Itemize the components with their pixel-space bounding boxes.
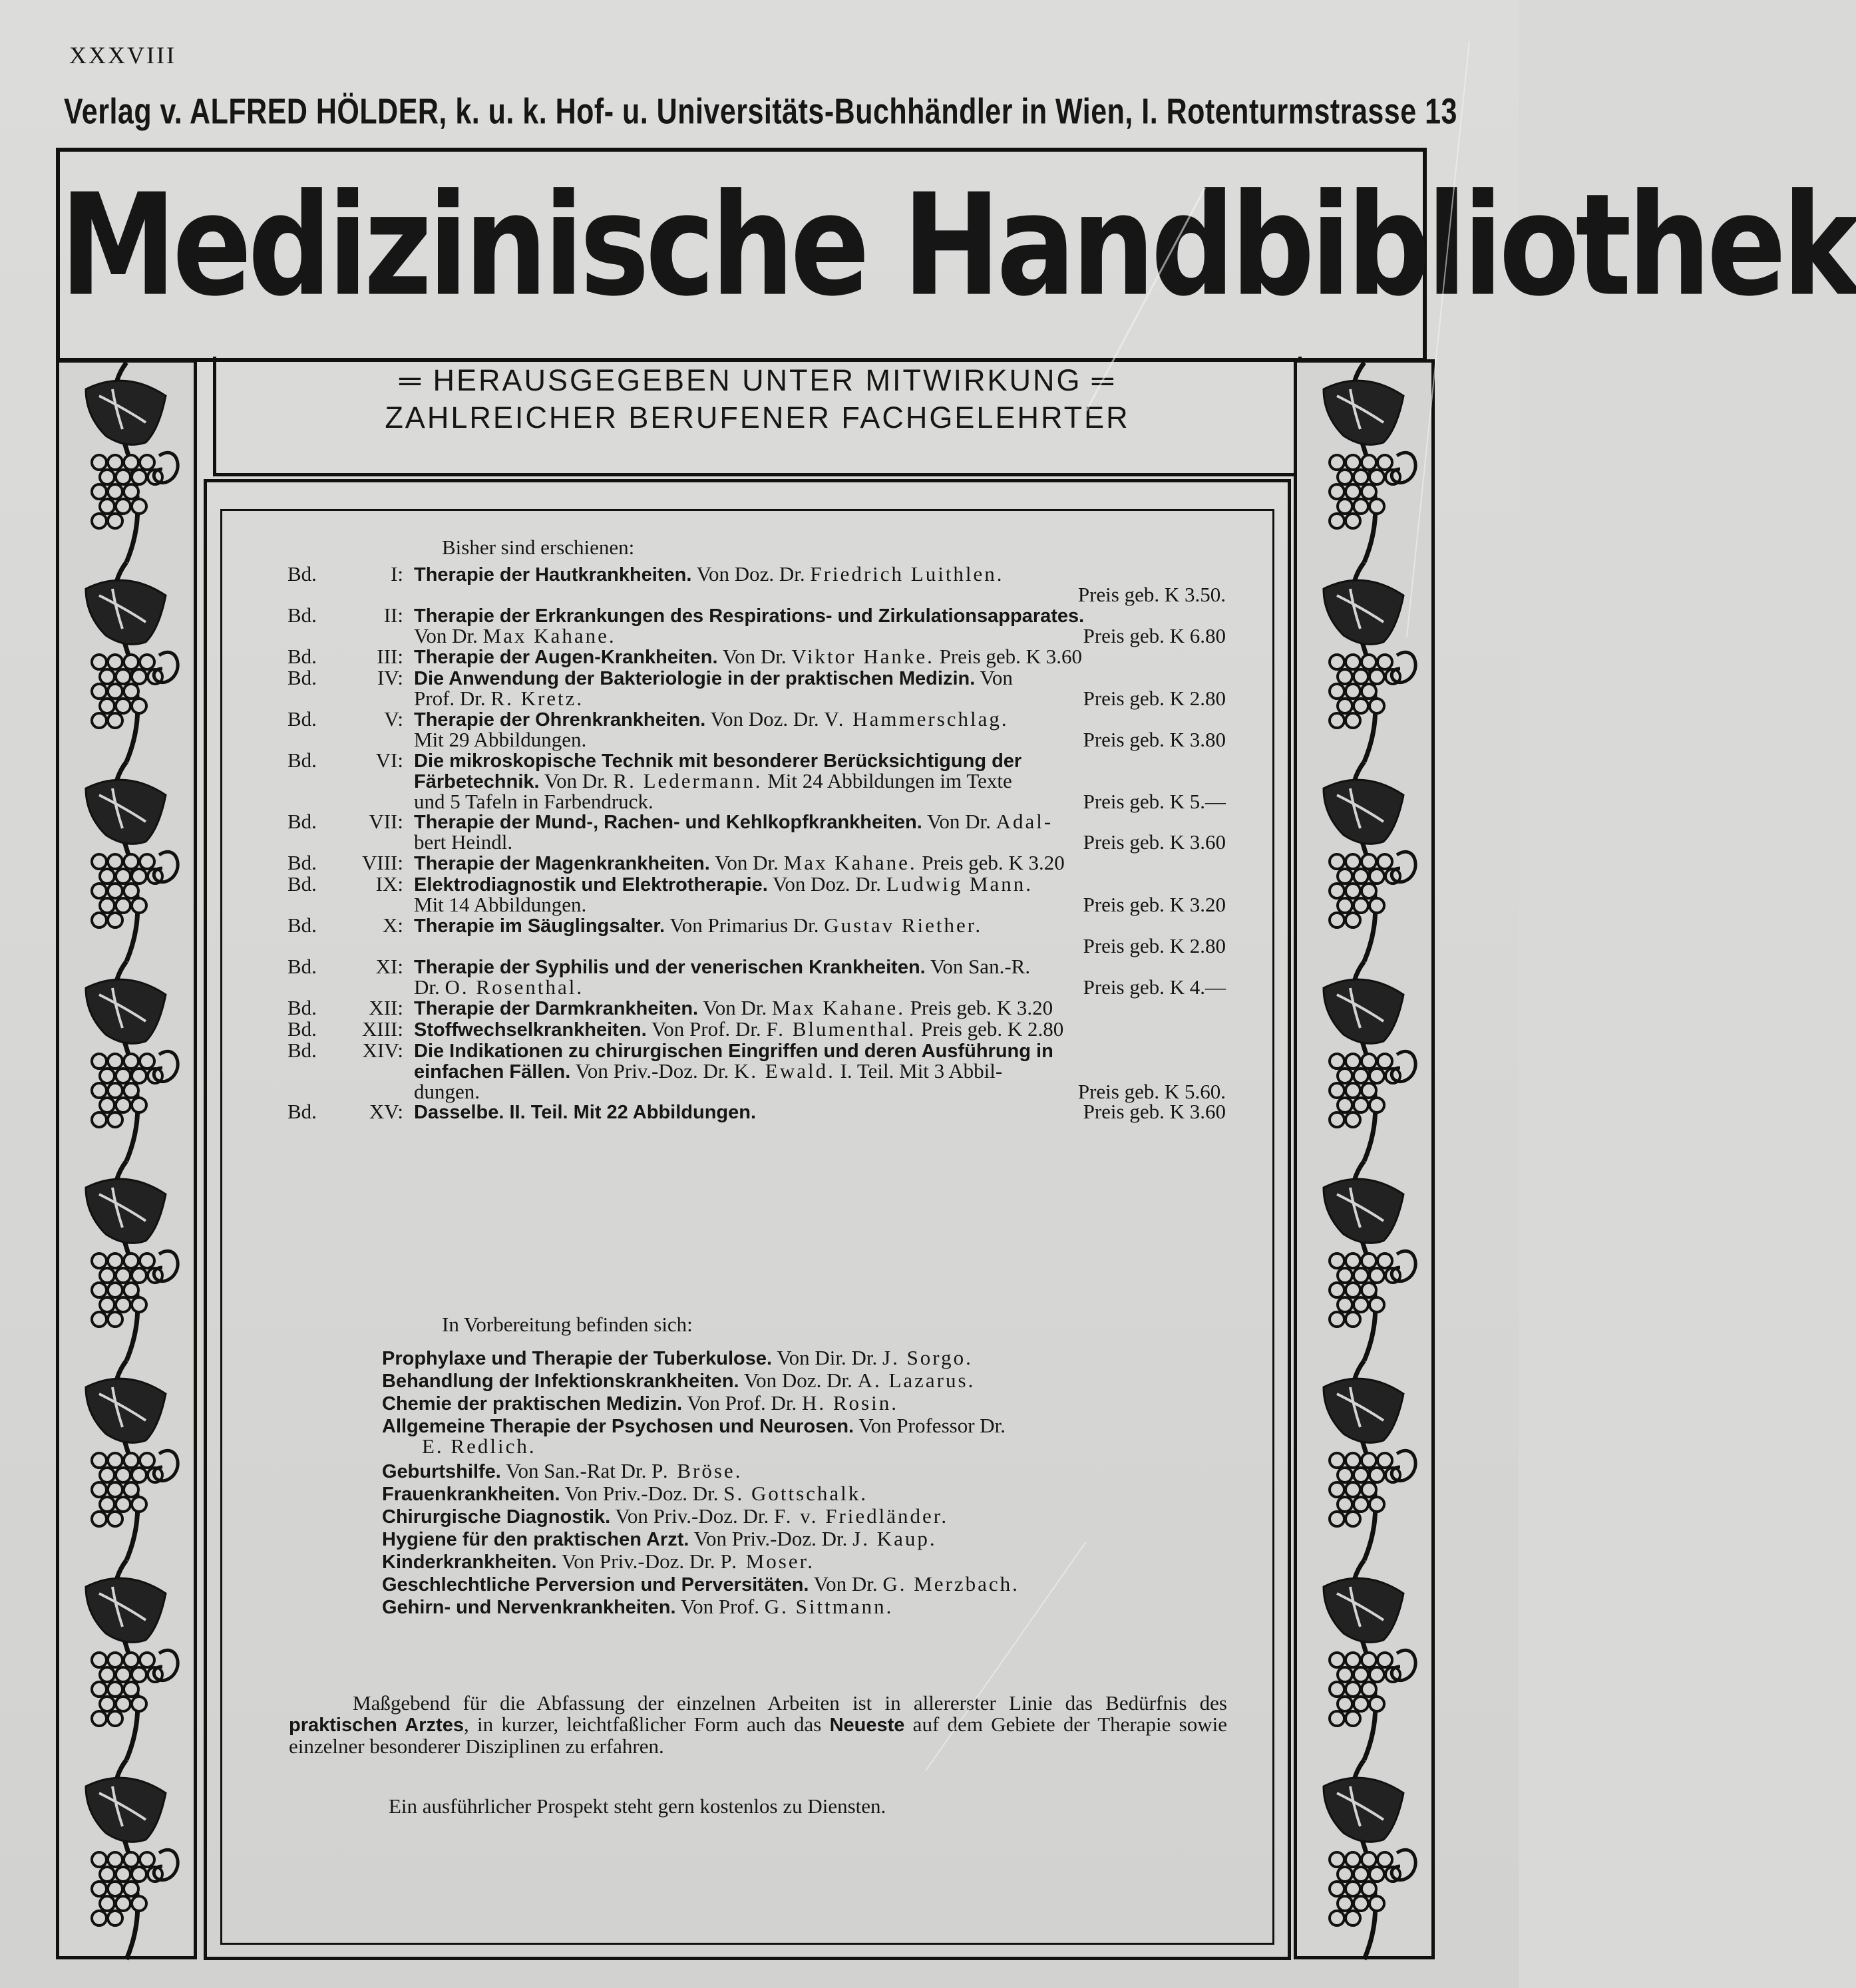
volume-bd: Bd. <box>287 913 317 937</box>
vine-motif-icon <box>1324 961 1415 1161</box>
vine-motif-icon <box>1324 1161 1415 1361</box>
volume-author: Friedrich Luithlen. <box>810 562 1004 585</box>
volume-body <box>414 853 1226 874</box>
volume-author: O. Rosenthal. <box>445 975 584 999</box>
volume-number: XIV: <box>362 1039 403 1062</box>
closing-text-e: auf dem Gebiete der Therapie sowie einzelner besonderer Disziplinen zu erfahren. <box>289 1713 1227 1758</box>
volume-text: Mit 24 Abbildungen im Texte <box>762 769 1012 792</box>
volume-body <box>414 1041 1226 1102</box>
volume-bd: Bd. <box>287 955 317 978</box>
subtitle-box <box>213 357 1302 476</box>
vine-ornament-left-icon <box>59 363 194 1956</box>
volume-author: K. Ewald. <box>734 1059 835 1082</box>
prep-entry <box>382 1529 1214 1550</box>
volume-body <box>414 564 1226 605</box>
vine-motif-icon <box>86 762 178 961</box>
prep-title: Gehirn- und Nervenkrankheiten. <box>382 1597 676 1618</box>
volume-line <box>414 895 1226 915</box>
volume-body <box>414 1019 1226 1040</box>
subtitle-line-2: ZAHLREICHER BERUFENER FACHGELEHRTER <box>385 401 1130 434</box>
prep-title: Frauenkrankheiten. <box>382 1484 560 1505</box>
volume-number: VIII: <box>362 851 403 874</box>
volume-bd: Bd. <box>287 603 317 627</box>
volume-body <box>414 668 1226 709</box>
volume-number: III: <box>377 645 403 668</box>
volume-line <box>414 1102 1226 1122</box>
prep-by: Von Professor Dr. <box>854 1414 1006 1437</box>
volume-author: R. Kretz. <box>490 687 584 710</box>
volume-author: Gustav Riether. <box>824 913 983 937</box>
publisher-line: Verlag v. ALFRED HÖLDER, k. u. k. Hof- u. Universitäts-Buchhändler in Wien, I. Rotenturmstrasse 13 <box>64 92 1457 132</box>
prep-entry <box>382 1597 1214 1617</box>
vine-motif-icon <box>1324 1361 1415 1560</box>
volume-body <box>414 998 1226 1019</box>
volume-text: Prof. Dr. <box>414 687 491 710</box>
volume-price: Preis geb. K 3.50. <box>1077 583 1226 606</box>
volume-bd: Bd. <box>287 666 317 689</box>
volume-bd: Bd. <box>287 645 317 668</box>
prep-line <box>382 1552 1214 1572</box>
volume-price: Preis geb. K 2.80 <box>1083 934 1226 957</box>
volume-text: Dr. <box>414 975 445 999</box>
volume-by: Von Dr. <box>539 769 614 792</box>
volume-number: II: <box>383 603 403 627</box>
volume-author: Viktor Hanke. <box>791 645 934 668</box>
volume-title: Therapie der Ohrenkrankheiten. <box>414 709 706 731</box>
volume-bd: Bd. <box>287 1017 317 1041</box>
prep-by: Von Priv.-Doz. Dr. <box>610 1504 774 1528</box>
volume-by: Von Primarius Dr. <box>665 913 825 937</box>
volume-line <box>414 668 1226 689</box>
volume-title: Stoffwechselkrankheiten. <box>414 1019 647 1041</box>
prep-title: Geschlechtliche Perversion und Perversitäten. <box>382 1574 809 1595</box>
volume-body <box>414 750 1226 812</box>
volume-title-cont: Färbetechnik. <box>414 771 540 792</box>
volume-number: XIII: <box>362 1017 403 1041</box>
volume-title: Dasselbe. II. Teil. Mit 22 Abbildungen. <box>414 1102 757 1123</box>
volume-author: R. Ledermann. <box>613 769 763 792</box>
prep-author: F. v. Friedländer. <box>773 1504 949 1528</box>
closing-emphasis-arzt: praktischen Arztes <box>289 1715 464 1736</box>
content-panel <box>220 509 1274 1945</box>
vine-motif-icon <box>86 1760 178 1959</box>
volume-body <box>414 957 1226 997</box>
prep-entry <box>382 1461 1214 1482</box>
volume-line <box>414 605 1226 626</box>
closing-text-a: Maßgebend für die Abfassung der einzelnen Arbeiten ist in allererster Linie das Bedürfnis des <box>353 1691 1227 1715</box>
volume-by: Von Dr. <box>709 851 784 874</box>
volume-author: Ludwig Mann. <box>886 872 1033 896</box>
vine-motif-icon <box>1324 562 1415 762</box>
prep-entry <box>382 1506 1214 1527</box>
prep-author: H. Rosin. <box>801 1391 898 1414</box>
prep-by: Von Prof. <box>675 1595 765 1618</box>
volume-price: Preis geb. K 2.80 <box>1083 687 1226 710</box>
volume-author: Max Kahane. <box>482 624 616 647</box>
prep-entry <box>382 1393 1214 1414</box>
volume-number: IV: <box>377 666 403 689</box>
volume-price: Preis geb. K 3.20 <box>1083 893 1226 916</box>
volume-title: Die mikroskopische Technik mit besonderer Berücksichtigung der <box>414 750 1022 772</box>
volume-line <box>414 750 1226 771</box>
vine-motif-icon <box>1324 1560 1415 1760</box>
volume-by: Von Dr. <box>717 645 792 668</box>
volume-price: Preis geb. K 5.— <box>1083 790 1226 813</box>
volume-price: Preis geb. K 5.60. <box>1077 1080 1226 1103</box>
volume-line <box>414 771 1226 792</box>
volume-bd: Bd. <box>287 707 317 731</box>
volume-author: Max Kahane. <box>783 851 917 874</box>
prep-entry <box>382 1574 1214 1595</box>
volume-text: dungen. <box>414 1080 480 1103</box>
volume-title: Therapie der Magenkrankheiten. <box>414 853 710 874</box>
volume-number: V: <box>384 707 403 731</box>
volume-by: Von Priv.-Doz. Dr. <box>570 1059 735 1082</box>
volume-line <box>414 998 1226 1019</box>
prep-by: Von Priv.-Doz. Dr. <box>689 1527 853 1550</box>
volume-by: Von Dr. <box>698 996 772 1019</box>
prep-by: Von San.-Rat Dr. <box>500 1459 652 1482</box>
prep-author: E. Redlich. <box>422 1434 536 1458</box>
volume-text: Mit 14 Abbildungen. <box>414 893 587 916</box>
volume-body <box>414 605 1226 646</box>
volume-body <box>414 647 1226 667</box>
volume-author: Adal- <box>996 810 1053 833</box>
prep-heading: In Vorbereitung befinden sich: <box>442 1313 693 1336</box>
volume-inline-price: Preis geb. K 2.80 <box>916 1017 1064 1041</box>
prep-line <box>382 1506 1214 1527</box>
volume-number: I: <box>391 562 403 585</box>
volume-inline-price: Preis geb. K 3.20 <box>904 996 1053 1019</box>
prep-author: P. Bröse. <box>651 1459 743 1482</box>
volume-bd: Bd. <box>287 562 317 585</box>
volume-bd: Bd. <box>287 1100 317 1123</box>
volume-title: Die Anwendung der Bakteriologie in der praktischen Medizin. <box>414 668 976 689</box>
prep-title: Chirurgische Diagnostik. <box>382 1506 611 1528</box>
vine-motif-icon <box>86 1560 178 1760</box>
prep-line <box>382 1597 1214 1617</box>
closing-paragraph <box>289 1693 1227 1757</box>
volume-price: Preis geb. K 3.60 <box>1083 1100 1226 1123</box>
subtitle-line-1: ═ HERAUSGEGEBEN UNTER MITWIRKUNG ═ <box>399 363 1115 397</box>
volume-line <box>414 1041 1226 1061</box>
prep-line <box>382 1574 1214 1595</box>
volume-text: Von Dr. <box>414 624 483 647</box>
prep-entry <box>382 1371 1214 1391</box>
vine-motif-icon <box>86 961 178 1161</box>
volume-line <box>414 915 1226 936</box>
volume-line <box>414 812 1226 832</box>
volume-number: VI: <box>375 748 403 772</box>
prep-by: Von Priv.-Doz. Dr. <box>560 1482 724 1505</box>
volume-title-cont: einfachen Fällen. <box>414 1061 571 1082</box>
prep-title: Allgemeine Therapie der Psychosen und Neurosen. <box>382 1416 854 1437</box>
prep-author: J. Kaup. <box>852 1527 937 1550</box>
volume-by: Von Doz. Dr. <box>767 872 886 896</box>
prep-title: Geburtshilfe. <box>382 1461 501 1482</box>
volume-inline-price: Preis geb. K 3.60 <box>934 645 1083 668</box>
volume-number: XV: <box>369 1100 403 1123</box>
volume-number: XII: <box>369 996 403 1019</box>
volume-price: Preis geb. K 6.80 <box>1083 624 1226 647</box>
vine-motif-icon <box>1324 363 1415 562</box>
volume-title: Die Indikationen zu chirurgischen Eingriffen und deren Ausführung in <box>414 1041 1053 1062</box>
volume-line <box>414 730 1226 750</box>
volume-by: Von Doz. Dr. <box>705 707 825 731</box>
volume-line <box>414 874 1226 895</box>
prep-line <box>382 1348 1214 1369</box>
title-box <box>56 148 1856 362</box>
content-frame <box>204 479 1291 1960</box>
prep-line <box>382 1529 1214 1550</box>
volume-line <box>414 832 1226 852</box>
volume-line <box>414 647 1226 667</box>
volume-bd: Bd. <box>287 996 317 1019</box>
volume-bd: Bd. <box>287 851 317 874</box>
page-title: Medizinische Handbibliothek <box>60 164 1856 327</box>
volume-number: IX: <box>375 872 403 896</box>
prep-title: Kinderkrankheiten. <box>382 1552 557 1573</box>
volume-by: Von Dr. <box>922 810 996 833</box>
volume-body <box>414 915 1226 956</box>
volume-author: V. Hammerschlag. <box>824 707 1009 731</box>
prep-line <box>382 1461 1214 1482</box>
vine-motif-icon <box>86 363 178 562</box>
prep-author: P. Moser. <box>720 1550 815 1573</box>
volume-by: Von <box>975 666 1013 689</box>
volume-text: I. Teil. Mit 3 Abbil- <box>835 1059 1003 1082</box>
closing-text-c: , in kurzer, leichtfaßlicher Form auch das <box>463 1713 830 1736</box>
closing-emphasis-neueste: Neueste <box>829 1715 905 1736</box>
prep-title: Hygiene für den praktischen Arzt. <box>382 1529 689 1550</box>
volume-line <box>414 977 1226 997</box>
volume-bd: Bd. <box>287 748 317 772</box>
prep-author: G. Merzbach. <box>882 1572 1020 1595</box>
volume-text: bert Heindl. <box>414 830 513 854</box>
vine-motif-icon <box>86 1161 178 1361</box>
prep-by: Von Prof. Dr. <box>682 1391 802 1414</box>
right-ornament-border <box>1294 359 1435 1959</box>
volume-by: Von Doz. Dr. <box>691 562 811 585</box>
volume-line <box>414 709 1226 730</box>
volume-inline-price: Preis geb. K 3.20 <box>916 851 1065 874</box>
prep-entry <box>382 1552 1214 1572</box>
volume-price: Preis geb. K 3.80 <box>1083 728 1226 751</box>
prep-author: G. Sittmann. <box>764 1595 894 1618</box>
vine-motif-icon <box>86 562 178 762</box>
volume-number: X: <box>383 913 403 937</box>
prep-by: Von Dir. Dr. <box>772 1346 882 1369</box>
volume-body <box>414 709 1226 750</box>
prep-line <box>382 1484 1214 1504</box>
volume-line <box>414 585 1226 605</box>
volume-title: Therapie der Augen-Krankheiten. <box>414 647 718 668</box>
volume-body <box>414 874 1226 915</box>
vine-ornament-right-icon <box>1297 363 1431 1956</box>
prep-title: Prophylaxe und Therapie der Tuberkulose. <box>382 1348 773 1369</box>
vine-motif-icon <box>1324 762 1415 961</box>
volume-number: XI: <box>375 955 403 978</box>
prep-author: S. Gottschalk. <box>723 1482 868 1505</box>
prep-by: Von Doz. Dr. <box>739 1369 858 1392</box>
volume-line <box>414 1019 1226 1040</box>
prep-author: J. Sorgo. <box>882 1346 973 1369</box>
volume-title: Therapie der Hautkrankheiten. <box>414 564 692 585</box>
volume-title: Elektrodiagnostik und Elektrotherapie. <box>414 874 768 896</box>
volume-text: und 5 Tafeln in Farbendruck. <box>414 790 653 813</box>
vine-motif-icon <box>86 1361 178 1560</box>
prep-line <box>382 1371 1214 1391</box>
prep-author: A. Lazarus. <box>857 1369 976 1392</box>
footer-note: Ein ausführlicher Prospekt steht gern kostenlos zu Diensten. <box>389 1794 886 1818</box>
volume-by: Von San.-R. <box>925 955 1031 978</box>
prep-entry <box>382 1484 1214 1504</box>
volume-line <box>414 936 1226 956</box>
prep-title: Chemie der praktischen Medizin. <box>382 1393 683 1414</box>
volume-price: Preis geb. K 3.60 <box>1083 830 1226 854</box>
volume-number: VII: <box>369 810 403 833</box>
volume-line <box>414 1061 1226 1082</box>
volume-line <box>414 626 1226 646</box>
volume-author: Max Kahane. <box>771 996 905 1019</box>
volume-body <box>414 812 1226 852</box>
volume-line <box>414 564 1226 585</box>
volume-line <box>414 1082 1226 1102</box>
volume-body <box>414 1102 1226 1122</box>
volume-price: Preis geb. K 4.— <box>1083 975 1226 999</box>
published-heading: Bisher sind erschienen: <box>442 536 635 559</box>
volume-text: Mit 29 Abbildungen. <box>414 728 587 751</box>
volume-line <box>414 853 1226 874</box>
volume-line <box>414 792 1226 812</box>
prep-by: Von Priv.-Doz. Dr. <box>556 1550 721 1573</box>
volume-by: Von Prof. Dr. <box>646 1017 767 1041</box>
page-number: XXXVIII <box>69 42 176 69</box>
volume-bd: Bd. <box>287 872 317 896</box>
volume-title: Therapie der Syphilis und der venerischen Krankheiten. <box>414 957 926 978</box>
prep-title: Behandlung der Infektionskrankheiten. <box>382 1371 739 1392</box>
volume-title: Therapie im Säuglingsalter. <box>414 915 665 937</box>
volume-title: Therapie der Erkrankungen des Respirations- und Zirkulationsapparates. <box>414 605 1085 627</box>
volume-line <box>414 957 1226 977</box>
prep-entry <box>382 1348 1214 1369</box>
prep-line <box>382 1393 1214 1414</box>
prep-line <box>382 1416 1214 1436</box>
prep-by: Von Dr. <box>809 1572 883 1595</box>
volume-line <box>414 689 1226 709</box>
volume-title: Therapie der Darmkrankheiten. <box>414 998 699 1019</box>
volume-bd: Bd. <box>287 1039 317 1062</box>
volume-author: F. Blumenthal. <box>766 1017 916 1041</box>
vine-motif-icon <box>1324 1760 1415 1959</box>
volume-title: Therapie der Mund-, Rachen- und Kehlkopfkrankheiten. <box>414 812 922 833</box>
prep-entry <box>382 1416 1214 1456</box>
left-ornament-border <box>56 359 197 1959</box>
volume-bd: Bd. <box>287 810 317 833</box>
